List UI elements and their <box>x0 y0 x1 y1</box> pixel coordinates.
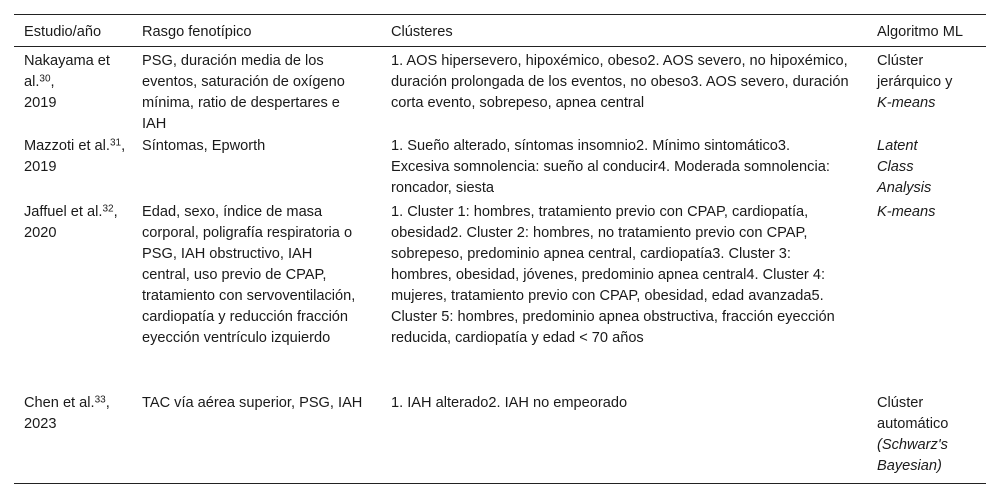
reference-number[interactable]: 33 <box>94 394 106 406</box>
study-name: Mazzoti et al. <box>24 138 110 154</box>
header-study-year: Estudio/año <box>24 24 102 40</box>
study-name: Nakayama et al. <box>24 53 110 90</box>
row-2-trait: Síntomas, Epworth <box>142 138 266 154</box>
table-top-rule <box>14 14 986 15</box>
row-1-algorithm <box>877 51 967 114</box>
row-4-clusters: 1. IAH alterado2. IAH no empeorado <box>391 395 628 411</box>
row-3-trait: Edad, sexo, índice de masa corporal, poligrafía respiratoria o PSG, IAH obstructivo, IAH central, uso previo de CPAP, tratamiento con servoventilación, cardiopatía y reducción fracción eyección ventrículo izquierdo <box>142 204 356 346</box>
study-year: 2019 <box>24 159 57 175</box>
algorithm-italic: (Schwarz's Bayesian) <box>877 437 948 474</box>
algorithm-italic: K-means <box>877 95 936 111</box>
row-4-algorithm <box>877 393 972 477</box>
study-year: 2023 <box>24 416 57 432</box>
header-clusters: Clústeres <box>391 24 453 40</box>
algorithm-italic: Latent Class Analysis <box>877 138 932 196</box>
row-2-clusters: 1. Sueño alterado, síntomas insomnio2. Mínimo sintomático3. Excesiva somnolencia: sueño al conducir4. Moderada somnolencia: roncador, siesta <box>391 138 830 196</box>
study-year: 2020 <box>24 225 57 241</box>
row-3-algorithm <box>877 202 977 223</box>
study-year: 2019 <box>24 95 57 111</box>
row-2-algorithm <box>877 136 947 199</box>
row-3-clusters: 1. Cluster 1: hombres, tratamiento previo con CPAP, cardiopatía, obesidad2. Cluster 2: hombres, no tratamiento previo con CPAP, sobrepeso, predominio apnea central, cardiopatía3. Cluster 3: hombres, obesidad, jóvenes, predominio apnea central4. Cluster 4: mujeres, tratamiento previo con CPAP, obesidad, edad avanzada5. Cluster 5: hombres, predominio apnea obstructiva, fracción eyección reducida, cardiopatía y edad < 70 años <box>391 204 835 346</box>
reference-number[interactable]: 32 <box>102 203 114 215</box>
study-name: Chen et al. <box>24 395 95 411</box>
table-header-rule <box>14 46 986 47</box>
row-4-trait: TAC vía aérea superior, PSG, IAH <box>142 395 363 411</box>
study-name: Jaffuel et al. <box>24 204 103 220</box>
row-1-clusters: 1. AOS hipersevero, hipoxémico, obeso2. AOS severo, no hipoxémico, duración prolongada de los eventos, no obeso3. AOS severo, duración corta evento, sobrepeso, apnea central <box>391 53 849 111</box>
reference-number[interactable]: 30 <box>39 73 51 85</box>
row-2-study: Mazzoti et al.$^{31}$, 2019 <box>24 137 126 175</box>
row-3-study: Jaffuel et al.$^{32}$, 2020 <box>24 203 118 241</box>
row-1-trait: PSG, duración media de los eventos, saturación de oxígeno mínima, ratio de despertares e IAH <box>142 53 345 132</box>
row-1-study: Nakayama et al.$^{30}$, 2019 <box>24 53 110 111</box>
algorithm-italic: K-means <box>877 204 936 220</box>
row-4-study: Chen et al.$^{33}$, 2023 <box>24 394 110 432</box>
algorithm-text: Clúster automático <box>877 395 949 432</box>
table-bottom-rule <box>14 483 986 484</box>
algorithm-text: Clúster jerárquico y <box>877 53 953 90</box>
header-ml-algorithm: Algoritmo ML <box>877 24 963 40</box>
reference-number[interactable]: 31 <box>109 137 122 149</box>
header-phenotypic-trait: Rasgo fenotípico <box>142 24 252 40</box>
